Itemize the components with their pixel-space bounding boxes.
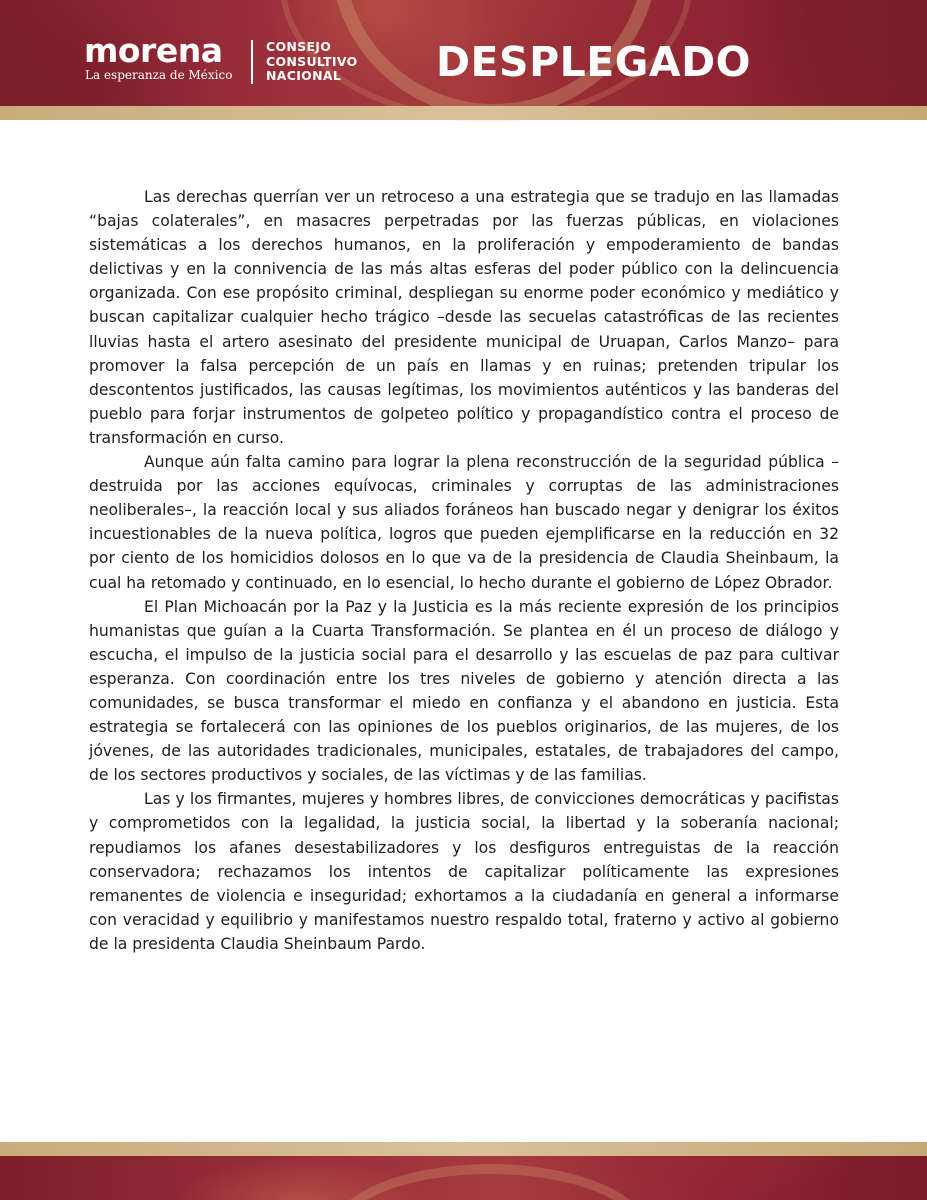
page-title: DESPLEGADO (436, 38, 752, 86)
council-label (266, 40, 358, 84)
footer-gold-stripe (0, 1142, 927, 1156)
footer-banner (0, 1156, 927, 1200)
council-line: CONSEJO (266, 39, 332, 54)
header-gold-stripe (0, 106, 927, 120)
council-line: CONSULTIVO (266, 53, 358, 69)
logo-divider (251, 40, 253, 84)
paragraph: El Plan Michoacán por la Paz y la Justicia es la más reciente expresión de los principios humanistas que guían a la Cuarta Transformación. Se plantea en él un proceso de diálogo y escucha, el impulso de la justicia social para el desarrollo y las escuelas de paz para cultivar esperanza. Con coordinación entre los tres niveles de gobierno y atención directa a las comunidades, se busca transformar el miedo en confianza y el abandono en justicia. Esta estrategia se fortalecerá con las opiniones de los pueblos originarios, de las mujeres, de los jóvenes, de las autoridades tradicionales, municipales, estatales, de trabajadores del campo, de los sectores productivos y sociales, de las víctimas y de las familias. (89, 597, 839, 785)
decorative-arc (330, 1164, 650, 1200)
council-line: NACIONAL (266, 68, 342, 83)
paragraph: Aunque aún falta camino para lograr la plena reconstrucción de la seguridad pública –destruida por las acciones equívocas, criminales y corruptas de las administraciones neoliberales–, la reacción local y sus aliados foráneos han buscado negar y denigrar los éxitos incuestionables de la nueva política, logros que pueden ejemplificarse en la reducción en 32 por ciento de los homicidios dolosos en lo que va de la presidencia de Claudia Sheinbaum, la cual ha retomado y continuado, en lo esencial, lo hecho durante el gobierno de López Obrador. (89, 453, 839, 592)
paragraph: Las y los firmantes, mujeres y hombres libres, de convicciones democráticas y pacifistas y comprometidos con la legalidad, la justicia social, la libertad y la soberanía nacional; repudiamos los afanes desestabilizadores y los desfiguros entreguistas de la reacción conservadora; rechazamos los intentos de capitalizar políticamente las expresiones remanentes de violencia e inseguridad; exhortamos a la ciudadanía en general a informarse con veracidad y equilibrio y manifestamos nuestro respaldo total, fraterno y activo al gobierno de la presidenta Claudia Sheinbaum Pardo. (89, 790, 839, 953)
header-banner (0, 0, 927, 106)
logo-tagline: La esperanza de México (85, 68, 233, 82)
morena-logo (84, 31, 233, 82)
document-body (89, 185, 839, 956)
paragraph: Las derechas querrían ver un retroceso a una estrategia que se tradujo en las llamadas “bajas colaterales”, en masacres perpetradas por las fuerzas públicas, en violaciones sistemáticas a los derechos humanos, en la proliferación y empoderamiento de bandas delictivas y en la connivencia de las más altas esferas del poder público con la delincuencia organizada. Con ese propósito criminal, despliegan su enorme poder económico y mediático y buscan capitalizar cualquier hecho trágico –desde las secuelas catastróficas de las recientes lluvias hasta el artero asesinato del presidente municipal de Uruapan, Carlos Manzo– para promover la falsa percepción de un país en llamas y en ruinas; pretenden tripular los descontentos justificados, las causas legítimas, los movimientos auténticos y las banderas del pueblo para forjar instrumentos de golpeteo político y propagandístico contra el proceso de transformación en curso. (89, 188, 839, 447)
logo-wordmark: morena (84, 31, 223, 70)
